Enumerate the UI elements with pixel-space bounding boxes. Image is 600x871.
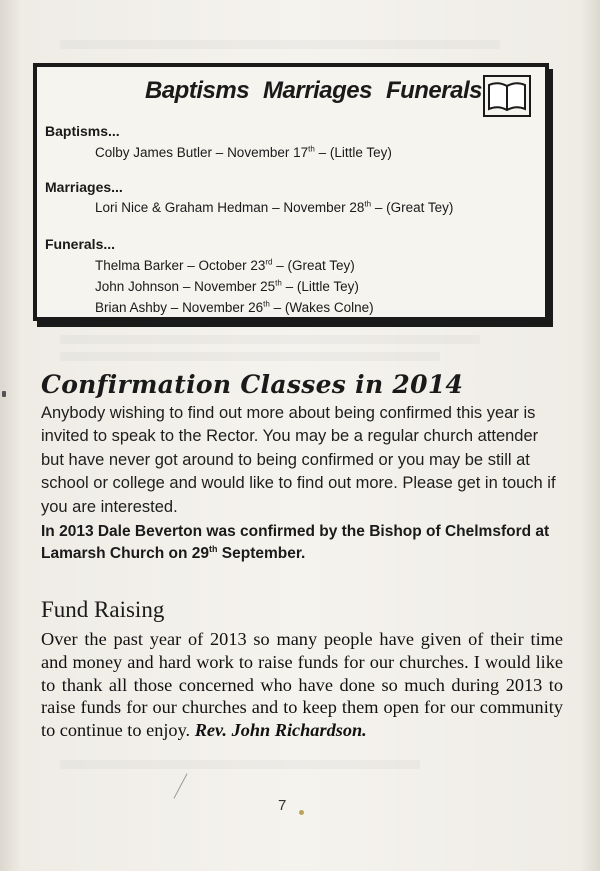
open-book-icon — [483, 75, 531, 117]
show-through-text — [60, 335, 480, 344]
confirmation-text: Anybody wishing to find out more about being confirmed this year is invited to speak to the Rector. You may be a regular church attender but have never got around to being confirmed or you may be still at school or college and would like to find out more. Please get in touch if you are interested. — [41, 404, 556, 516]
confirmation-heading: Confirmation Classes in 2014 — [41, 370, 464, 399]
baptism-entry: Colby James Butler – November 17th – (Little Tey) — [95, 144, 392, 160]
signature: Rev. John Richardson. — [194, 720, 367, 741]
fund-raising-text: Over the past year of 2013 so many people have given of their time and money and hard work to raise funds for our churches. I would like to thank all those concerned who have done so much during 2013 to raise funds for our churches and to keep them open for our community to continue to enjoy. Rev. John Richardson. — [41, 629, 563, 741]
funeral-entry: Brian Ashby – November 26th – (Wakes Colne) — [95, 299, 374, 315]
show-through-text — [60, 760, 420, 769]
page-dot — [299, 810, 304, 815]
marriages-heading: Marriages... — [45, 179, 123, 195]
box-title: Baptisms Marriages Funerals — [145, 77, 482, 104]
parish-records-box — [33, 63, 549, 321]
confirmation-announcement: In 2013 Dale Beverton was confirmed by the Bishop of Chelmsford at Lamarsh Church on 29th September. — [41, 523, 550, 562]
baptisms-heading: Baptisms... — [45, 123, 120, 139]
marriage-entry: Lori Nice & Graham Hedman – November 28th – (Great Tey) — [95, 199, 454, 215]
funeral-entry: John Johnson – November 25th – (Little Tey) — [95, 278, 359, 294]
page-number: 7 — [278, 797, 287, 814]
funerals-heading: Funerals... — [45, 236, 116, 252]
show-through-text — [60, 352, 440, 361]
margin-mark — [2, 391, 6, 397]
fund-raising-heading: Fund Raising — [41, 597, 165, 622]
funeral-entry: Thelma Barker – October 23rd – (Great Tey) — [95, 257, 355, 273]
show-through-text — [60, 40, 500, 49]
